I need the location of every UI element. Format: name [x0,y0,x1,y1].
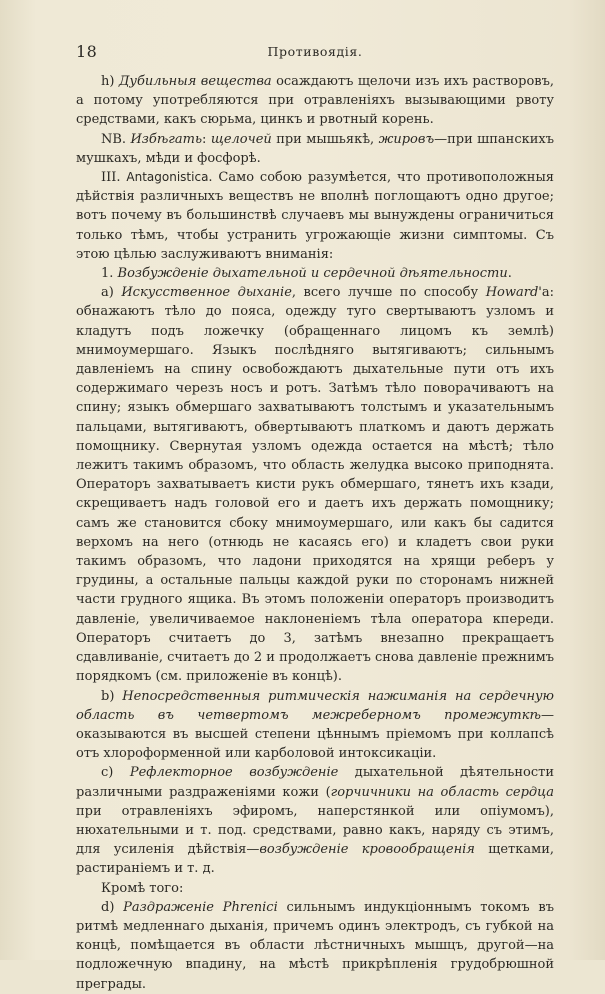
body-text: дыхательной дѣятельности различными раздраженіями кожи ( [76,765,554,800]
para-nb-note [76,130,554,168]
para-besides [76,879,554,898]
page-body [76,72,554,994]
body-text: . Само собою разумѣется, что противоположныя дѣйствія различныхъ веществъ не вполнѣ поглощаютъ одно другое; вотъ почему въ большинствѣ случаевъ мы вынуждены ограничиться только тѣмъ, чтобы устранить угрожающіе жизни симптомы. Съ этою цѣлью заслуживаютъ вниманія: [76,170,555,262]
emphasis-text: Искусственное дыханіе [121,285,292,301]
emphasis-text: Избѣгать [130,131,203,147]
body-text: . [507,266,512,282]
body-text: a) [101,285,122,301]
body-text: d) [101,899,124,915]
body-text: при мышьякѣ, [271,131,379,147]
para-a-artificial-respiration [76,283,554,686]
body-text: NB. [101,131,131,147]
body-text: Кромѣ того: [101,880,184,896]
emphasis-text: щелочей [210,131,272,147]
emphasis-text: горчичники на область сердца [330,784,554,800]
body-text: щетками, растираніемъ и т. д. [76,842,554,877]
emphasis-text: Раздраженіе Phrenici [123,899,278,915]
body-text: при отравленіяхъ эфиромъ, наперстянкой или опіумомъ), нюхательными и т. под. средствами, равно какъ, наряду съ этимъ, для усиленія дѣйствія— [76,803,554,858]
emphasis-text: Рефлекторное возбужденіе [129,765,339,781]
emphasis-text: Howard [485,285,539,301]
emphasis-text: Возбужденіе дыхательной и сердечной дѣятельности [117,266,508,282]
body-text: , всего лучше по способу [291,285,486,301]
para-d-phrenic-stimulation [76,898,554,994]
body-text: Antagonistica [126,170,209,185]
running-title: Противоядія. [267,44,363,59]
body-text: —оказываются въ высшей степени цѣннымъ пріемомъ при коллапсѣ отъ хлороформенной или карболовой интоксикаціи. [76,707,554,762]
body-text: : [202,131,211,147]
page-number: 18 [76,42,98,61]
emphasis-text: Дубильныя вещества [118,74,272,89]
body-text: c) [101,765,130,781]
body-text: 'а: обнажаютъ тѣло до пояса, одежду туго свертываютъ узломъ и кладутъ подъ ложечку (обращеннаго лицомъ къ землѣ) мнимоумершаго. Языкъ послѣдняго вытягиваютъ; сильнымъ давленіемъ на спину освобождаютъ дыхательные пути отъ ихъ содержимаго черезъ носъ и ротъ. Затѣмъ тѣло поворачиваютъ на спину; языкъ обмершаго захватываютъ толстымъ и указательнымъ пальцами, вытягиваютъ, обвертываютъ платкомъ и даютъ держать помощнику. Свернутая узломъ одежда остается на мѣстѣ; тѣло лежитъ такимъ образомъ, что область желудка высоко приподнята. Операторъ захватываетъ кисти рукъ обмершаго, тянетъ ихъ кзади, скрещиваетъ надъ головой его и даетъ ихъ держать помощнику; самъ же становится сбоку мнимоумершаго, или какъ бы садится верхомъ на него (отнюдь не касаясь его) и кладетъ свои руки такимъ образомъ, что ладони приходятся на хрящи реберъ у грудины, а остальные пальцы каждой руки по сторонамъ нижней части грудного ящика. Въ этомъ положеніи операторъ производитъ давленіе, увеличиваемое наклоненіемъ тѣла оператора кпереди. Операторъ считаетъ до 3, затѣмъ внезапно прекращаетъ сдавливаніе, считаетъ до 2 и продолжаетъ снова давленіе прежнимъ порядкомъ (см. приложеніе въ концѣ). [76,285,554,685]
body-text: сильнымъ индукціоннымъ токомъ въ ритмѣ медленнаго дыханія, причемъ одинъ электродъ, съ губкой на концѣ, помѣщается въ области лѣстничныхъ мышцъ, другой—на подложечную впадину, на мѣстѣ прикрѣпленія грудобрюшной преграды. [76,899,554,992]
emphasis-text: Непосредственныя ритмическія нажиманія на сердечную область въ четвертомъ межреберномъ промежуткѣ [76,688,554,723]
emphasis-text: жировъ [378,131,435,147]
emphasis-text: возбужденіе кровообращенія [259,842,475,858]
para-1-heading [76,264,554,283]
body-text: III. [101,170,127,186]
para-b-rhythmic-pressure [76,687,554,764]
body-text: b) [101,688,123,704]
page-header [76,42,554,60]
para-iii-antagonistica [76,168,554,264]
body-text: 1. [101,266,118,282]
para-h-tannins [76,72,554,130]
body-text: осаждаютъ щелочи изъ ихъ растворовъ, а потому употребляются при отравленіяхъ вызывающими рвоту средствами, какъ сюрьма, цинкъ и рвотный корень. [76,74,554,128]
para-c-reflex-excitation [76,763,554,878]
body-text: h) [101,74,119,89]
body-text: —при шпанскихъ мушкахъ, мѣди и фосфорѣ. [76,131,555,166]
